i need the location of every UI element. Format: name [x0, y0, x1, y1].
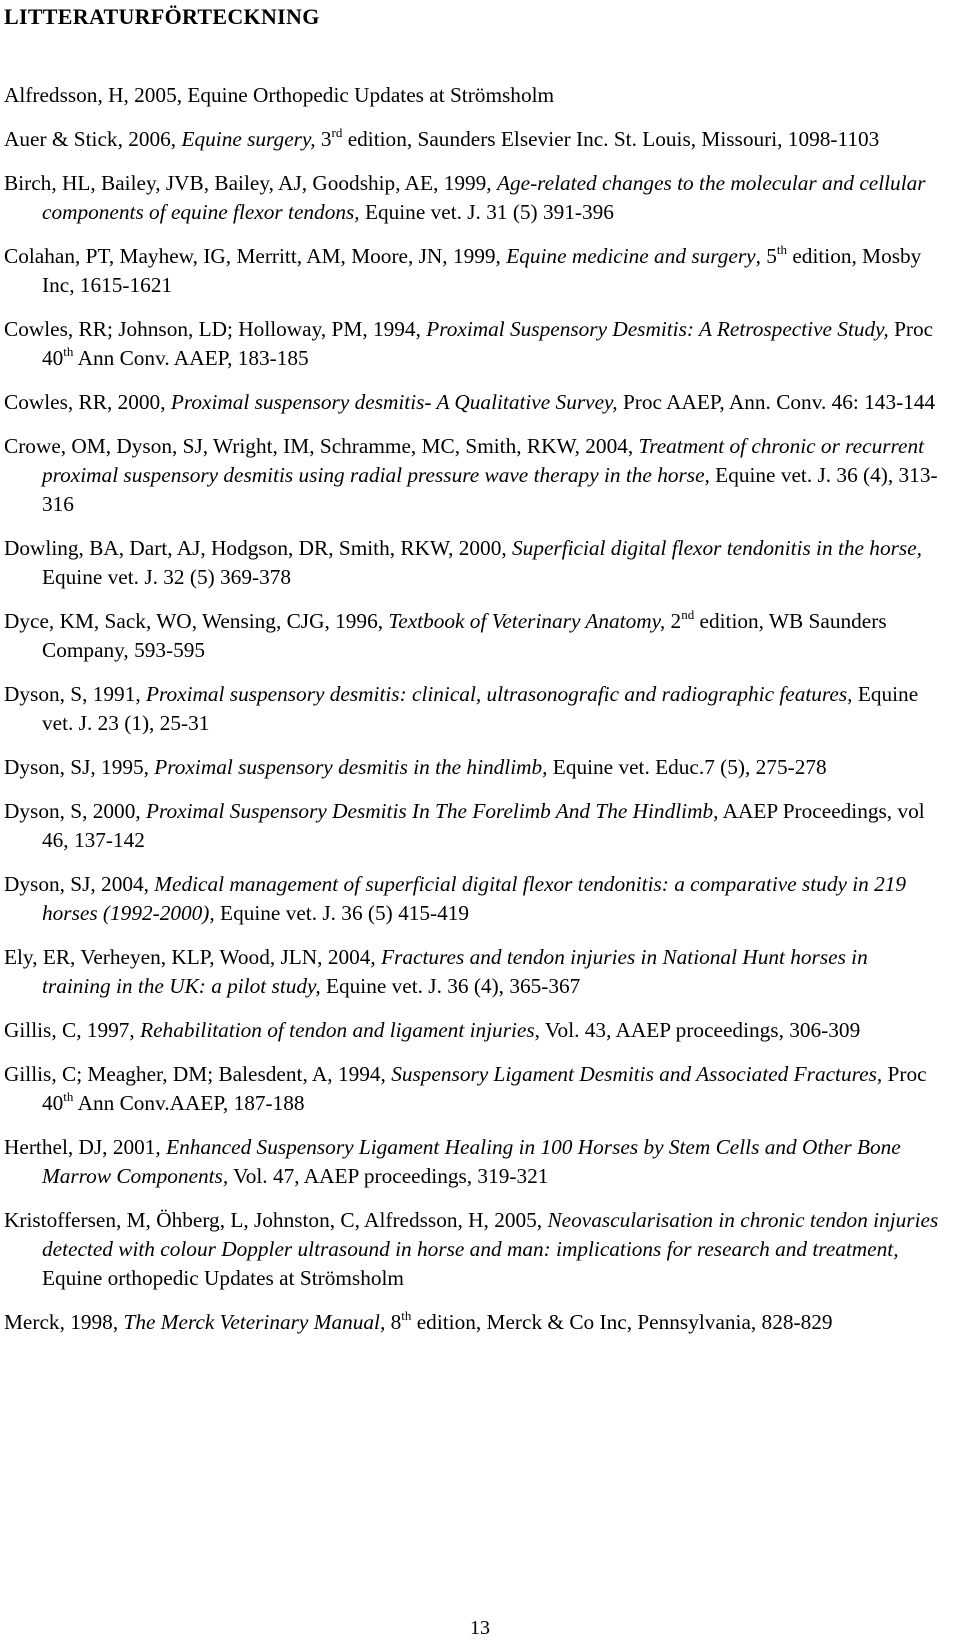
- ref-text: Merck, 1998,: [4, 1310, 124, 1334]
- ref-title: Equine medicine and surgery: [506, 244, 756, 268]
- ref-text: Equine vet. J. 31 (5) 391-396: [359, 200, 614, 224]
- ref-text: Equine orthopedic Updates at Strömsholm: [42, 1266, 404, 1290]
- ref-superscript: rd: [331, 125, 343, 140]
- ref-text: Birch, HL, Bailey, JVB, Bailey, AJ, Goodship, AE, 1999,: [4, 171, 497, 195]
- ref-text: Auer & Stick, 2006,: [4, 127, 182, 151]
- ref-title: Equine surgery,: [181, 127, 316, 151]
- ref-title: Enhanced Suspensory Ligament Healing in 100 Horses by Stem Cells and Other Bone Marrow Components,: [42, 1135, 901, 1188]
- ref-superscript: th: [63, 1089, 74, 1104]
- ref-text: Equine vet. J. 36 (4), 313-316: [42, 463, 938, 516]
- ref-title: Proximal suspensory desmitis in the hindlimb,: [154, 755, 548, 779]
- ref-text: Equine vet. J. 36 (4), 365-367: [320, 974, 581, 998]
- ref-text: 2: [665, 609, 682, 633]
- ref-title: Proximal suspensory desmitis- A Qualitative Survey,: [170, 390, 618, 414]
- ref-text: Kristoffersen, M, Öhberg, L, Johnston, C, Alfredsson, H, 2005,: [4, 1208, 548, 1232]
- ref-text: Dyson, SJ, 1995,: [4, 755, 155, 779]
- ref-text: Equine vet. J. 32 (5) 369-378: [42, 565, 292, 589]
- ref-text: edition, Saunders Elsevier Inc. St. Louis, Missouri, 1098-1103: [342, 127, 880, 151]
- reference-item: [4, 534, 939, 592]
- reference-item: [4, 125, 939, 154]
- ref-text: Crowe, OM, Dyson, SJ, Wright, IM, Schramme, MC, Smith, RKW, 2004,: [4, 434, 639, 458]
- ref-text: Ann Conv. AAEP, 183-185: [73, 346, 309, 370]
- ref-text: , Vol. 43, AAEP proceedings, 306-309: [534, 1018, 861, 1042]
- ref-title: Age-related changes to the molecular and cellular components of equine flexor tendons,: [42, 171, 926, 224]
- ref-text: Equine vet. J. 23 (1), 25-31: [42, 682, 919, 735]
- ref-text: 8: [385, 1310, 402, 1334]
- ref-title: Rehabilitation of tendon and ligament injuries: [140, 1018, 535, 1042]
- ref-title: Proximal suspensory desmitis: clinical, ultrasonografic and radiographic features,: [146, 682, 853, 706]
- ref-text: 3: [315, 127, 332, 151]
- ref-title: Neovascularisation in chronic tendon injuries detected with colour Doppler ultrasound in horse and man: implications for research and treatment,: [42, 1208, 939, 1261]
- ref-text: Ann Conv.AAEP, 187-188: [73, 1091, 305, 1115]
- ref-title: Suspensory Ligament Desmitis and Associated Fractures,: [391, 1062, 883, 1086]
- reference-item: [4, 242, 939, 300]
- reference-item: [4, 607, 939, 665]
- ref-text: , 5: [755, 244, 777, 268]
- ref-text: Dyson, S, 2000,: [4, 799, 146, 823]
- ref-superscript: th: [776, 242, 788, 257]
- ref-title: Fractures and tendon injuries in National Hunt horses in training in the UK: a pilot study,: [42, 945, 868, 998]
- ref-text: Equine vet. Educ.7 (5), 275-278: [547, 755, 827, 779]
- ref-text: Colahan, PT, Mayhew, IG, Merritt, AM, Moore, JN, 1999,: [4, 244, 507, 268]
- ref-superscript: nd: [681, 607, 695, 622]
- ref-title: Textbook of Veterinary Anatomy,: [388, 609, 666, 633]
- reference-item: [4, 315, 939, 373]
- ref-text: Cowles, RR, 2000,: [4, 390, 171, 414]
- reference-item: [4, 1133, 939, 1191]
- ref-superscript: th: [401, 1308, 412, 1323]
- ref-superscript: th: [63, 344, 74, 359]
- ref-title: Proximal Suspensory Desmitis In The Forelimb And The Hindlimb,: [146, 799, 719, 823]
- ref-text: Vol. 47, AAEP proceedings, 319-321: [228, 1164, 549, 1188]
- ref-text: edition, WB Saunders Company, 593-595: [42, 609, 887, 662]
- ref-title: The Merck Veterinary Manual,: [123, 1310, 386, 1334]
- ref-title: Treatment of chronic or recurrent proximal suspensory desmitis using radial pressure wave therapy in the horse,: [42, 434, 925, 487]
- ref-title: Medical management of superficial digital flexor tendonitis: a comparative study in 219 horses (1992-2000),: [42, 872, 907, 925]
- ref-text: Proc 40: [42, 317, 934, 370]
- reference-item: [4, 432, 939, 519]
- reference-item: [4, 1308, 939, 1337]
- reference-item: [4, 388, 939, 417]
- ref-text: edition, Mosby Inc, 1615-1621: [42, 244, 922, 297]
- reference-item: [4, 753, 939, 782]
- reference-item: [4, 1206, 939, 1293]
- ref-text: Dyce, KM, Sack, WO, Wensing, CJG, 1996,: [4, 609, 389, 633]
- ref-text: Proc 40: [42, 1062, 927, 1115]
- ref-text: Ely, ER, Verheyen, KLP, Wood, JLN, 2004,: [4, 945, 382, 969]
- reference-item: [4, 870, 939, 928]
- ref-text: Proc AAEP, Ann. Conv. 46: 143-144: [617, 390, 936, 414]
- ref-text: Gillis, C, 1997,: [4, 1018, 141, 1042]
- reference-list: [4, 81, 939, 1352]
- ref-text: Cowles, RR; Johnson, LD; Holloway, PM, 1994,: [4, 317, 427, 341]
- reference-item: [4, 943, 939, 1001]
- ref-text: Dowling, BA, Dart, AJ, Hodgson, DR, Smith, RKW, 2000,: [4, 536, 513, 560]
- page-number: 13: [470, 1617, 490, 1639]
- ref-title: Superficial digital flexor tendonitis in the horse,: [512, 536, 922, 560]
- ref-text: Herthel, DJ, 2001,: [4, 1135, 167, 1159]
- reference-item: [4, 81, 939, 110]
- ref-text: Gillis, C; Meagher, DM; Balesdent, A, 1994,: [4, 1062, 392, 1086]
- ref-text: AAEP Proceedings, vol 46, 137-142: [42, 799, 925, 852]
- page-heading: LITTERATURFÖRTECKNING: [4, 4, 320, 29]
- ref-text: Dyson, SJ, 2004,: [4, 872, 155, 896]
- reference-item: [4, 1060, 939, 1118]
- reference-item: [4, 1016, 939, 1045]
- reference-item: [4, 680, 939, 738]
- ref-text: Dyson, S, 1991,: [4, 682, 146, 706]
- ref-text: Alfredsson, H, 2005, Equine Orthopedic Updates at Strömsholm: [4, 83, 555, 107]
- ref-text: Equine vet. J. 36 (5) 415-419: [214, 901, 470, 925]
- ref-title: Proximal Suspensory Desmitis: A Retrospective Study,: [426, 317, 889, 341]
- ref-text: edition, Merck & Co Inc, Pennsylvania, 828-829: [411, 1310, 833, 1334]
- reference-item: [4, 169, 939, 227]
- reference-item: [4, 797, 939, 855]
